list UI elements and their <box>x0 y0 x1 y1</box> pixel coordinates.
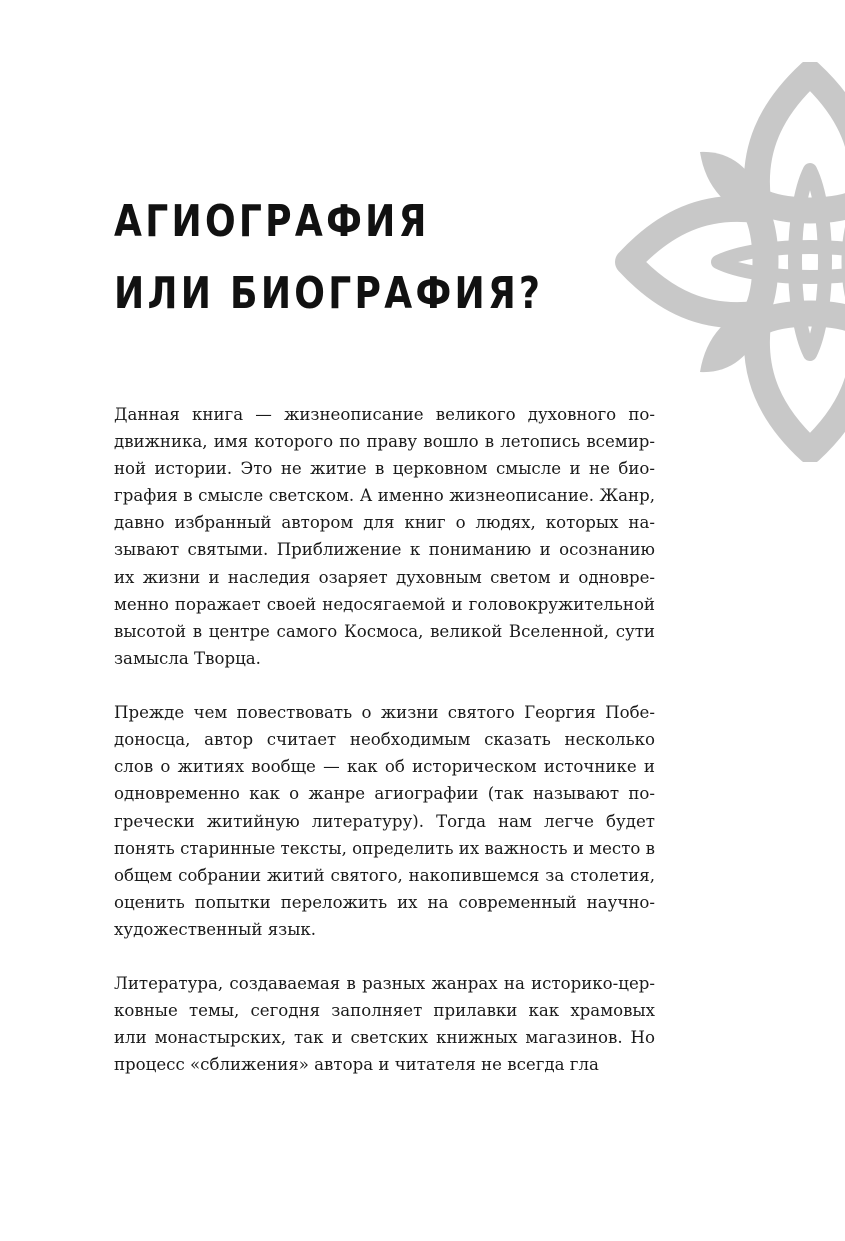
chapter-title-line-1: АГИОГРАФИЯ <box>114 196 430 247</box>
paragraph-3: Литература, создаваемая в разных жанрах на историко-церковные темы, сегодня заполняет прилавки как храмовых или монастырских, так и светских книжных магазинов. Но процесс «сближения» автора и читателя не всегда гла <box>114 974 655 1075</box>
paragraph-2: Прежде чем повествовать о жизни святого Георгия Победоносца, автор считает необходимым сказать несколько слов о житиях вообще — как об историческом источнике и одновременно как о жанре агиографии (так называют по-гречески житийную литературу). Тогда нам легче будет понять старинные тексты, определить их важность и место в общем собрании житий святого, накопившемся за столетия, оценить попытки переложить их на современный научно-художественный язык. <box>114 703 655 939</box>
paragraph-1: Данная книга — жизнеописание великого духовного подвижника, имя которого по праву вошло в летопись всемирной истории. Это не житие в церковном смысле и не биография в смысле светском. А именно жизнеописание. Жанр, давно избранный автором для книг о людях, которых называют святыми. Приближение к пониманию и осознанию их жизни и наследия озаряет духовным светом и одновременно поражает своей недосягаемой и головокружительной высотой в центре самого Космоса, великой Вселенной, сути замысла Творца. <box>114 405 655 668</box>
body-text <box>114 401 655 1079</box>
chapter-title <box>114 186 543 330</box>
chapter-title-line-2: ИЛИ БИОГРАФИЯ? <box>114 268 544 319</box>
